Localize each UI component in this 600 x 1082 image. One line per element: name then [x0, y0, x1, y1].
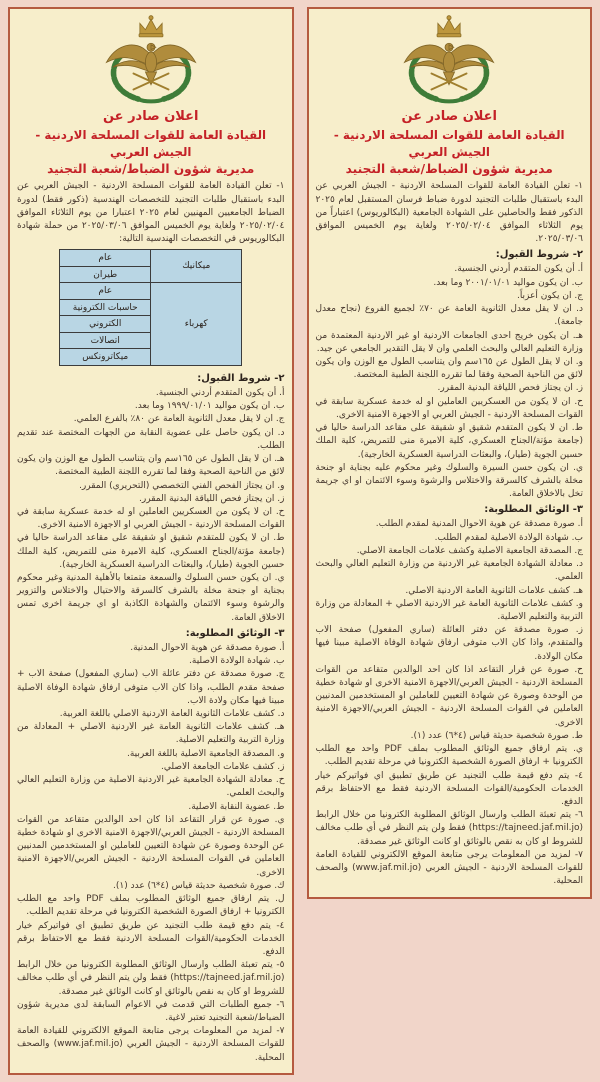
- left-column-header: [17, 13, 285, 178]
- branch-cell: عام: [60, 283, 151, 300]
- announcement-item: ح. صورة عن قرار التقاعد اذا كان احد الوالدين متقاعد من القوات المسلحة الاردنية - الجيش العربي/الاجهزة الامنية الاخرى او شهادة خطية من الوحدة وصورة عن شهادة التعيين للعاملين او المستخدمين المدنيين العاملين في القوات المسلحة الاردنية - الجيش العربي/الاجهزة الامنية الاخرى.: [315, 664, 583, 728]
- announcement-item: ح. ان لا يكون من العسكريين العاملين او له خدمة عسكرية سابقة في القوات المسلحة الاردنية - الجيش العربي او الاجهزة الامنية الاخرى.: [17, 506, 285, 531]
- right-column-header: [316, 13, 584, 178]
- branch-cell: حاسبات الكترونية: [60, 299, 151, 316]
- authority-line: القيادة العامة للقوات المسلحة الاردنية - الجيش العربي: [35, 127, 267, 159]
- announcement-item: هـ. كشف علامات الثانوية العامة غير الاردنية الاصلي + المعادلة من وزارة التربية والتعليم الاصلية.: [17, 722, 285, 746]
- announcement-item: ج. المصدقة الجامعية الاصلية وكشف علامات الجامعة الاصلي.: [356, 545, 583, 556]
- announcement-item: ك. صورة شخصية حديثة قياس (٤*٦) عدد (١).: [113, 880, 285, 891]
- announcement-item: أ. أن يكون المتقدم أردني الجنسية.: [155, 387, 285, 398]
- announcement-item: ح. معادلة الشهادة الجامعية غير الاردنية الاصلية من وزارة التعليم العالي والبحث العلمي.: [17, 775, 285, 799]
- announcement-item: ٥- يتم تعبئة الطلب وارسال الوثائق المطلوبة الكترونيا من خلال الرابط (https://tajneed.jaf.mil.jo) فقط ولن يتم النظر في أي طلب مخالف للشروط او كان به نقص بالوثائق او كانت الوثائق غير مصدقة.: [17, 960, 285, 997]
- announcement-item: و. كشف علامات الثانوية العامة غير الاردنية الاصلي + المعادلة من وزارة التربية والتعليم الاصلية.: [315, 598, 583, 622]
- announcement-item: ١- تعلن القيادة العامة للقوات المسلحة الاردنية - الجيش العربي عن البدء باستقبال طلبات التجنيد للتخصصات الهندسية (ذكور فقط) لدورة الضباط الجامعيين المهنيين لعام ٢٠٢٥ اعتبارا من يوم الثلاثاء الموافق ٢٠٢٥/٠٢/٠٤ ولغاية يوم الخميس الموافق ٢٠٢٥/٠٣/٠٦ من حملة شهادة البكالوريوس في التخصصات الهندسية التالية:: [17, 181, 285, 245]
- announcement-item: ح. ان لا يكون من العسكريين العاملين او له خدمة عسكرية سابقة في القوات المسلحة الاردنية - الجيش العربي او الاجهزة الامنية الاخرى.: [315, 396, 583, 420]
- branch-cell: طيران: [60, 266, 151, 283]
- announcement-item: ٦- يتم تعبئة الطلب وارسال الوثائق المطلوبة الكترونيا من خلال الرابط (https://tajneed.jaf.mil.jo) فقط ولن يتم النظر في أي طلب مخالف للشروط او كان به نقص بالوثائق او كانت الوثائق غير مصدقة.: [315, 810, 583, 847]
- announcement-item: د. ان لا يقل معدل الثانوية العامة عن ٧٠٪ لجميع الفروع (نجاح معدل جامعة).: [315, 304, 583, 328]
- section-heading: ٢- شروط القبول:: [197, 372, 285, 384]
- announcement-item: ط. صورة شخصية حديثة قياس (٤*٦) عدد (١).: [410, 730, 583, 741]
- announcement-item: ١- تعلن القيادة العامة للقوات المسلحة الاردنية - الجيش العربي عن البدء باستقبال طلبات التجنيد لدورة ضباط فرسان المستقبل لعام ٢٠٢٥ الذكور فقط والحاصلين على الشهادة الجامعية (البكالوريوس) اعتباراً من يوم الثلاثاء الموافق ٢٠٢٥/٠٢/٠٤ ولغاية يوم الخميس الموافق ٢٠٢٥/٠٣/٠٦.: [315, 181, 583, 245]
- announcement-item: د. كشف علامات الثانوية العامة الاردنية الاصلي باللغة العربية.: [59, 709, 285, 719]
- jordan-armed-forces-emblem-icon: [95, 13, 207, 107]
- announcement-item: هـ. ان لا يقل الطول عن ١٦٥سم وان يتناسب الطول مع الوزن وان يكون لائق من الناحية الصحية وفقا لما تقرره اللجنة الطبية المختصة.: [17, 454, 285, 478]
- announcement-item: ب. ان يكون مواليد ٢٠٠١/٠١/٠١ وما بعد.: [433, 277, 583, 288]
- authority-line: القيادة العامة للقوات المسلحة الاردنية - الجيش العربي: [333, 127, 565, 159]
- announcement-item: ل. يتم ارفاق جميع الوثائق المطلوب بملف PDF واحد مع الطلب الكترونيا + ارفاق الصورة الشخصية الكترونيا في مرحلة تقديم الطلب.: [17, 894, 285, 918]
- announcement-item: ب. شهادة الولادة الاصلية.: [189, 656, 285, 667]
- announcement-item: و. المصدقة الجامعية الاصلية باللغة العربية.: [127, 748, 285, 759]
- announcement-item: ز. ان يجتاز فحص اللياقة البدنية المقرر.: [437, 383, 583, 394]
- announcement-item: د. معادلة الشهادة الجامعية غير الاردنية من وزارة التعليم العالي والبحث العلمي.: [315, 559, 583, 583]
- announcement-item: ٧- لمزيد من المعلومات يرجى متابعة الموقع الالكتروني للقيادة العامة للقوات المسلحة الاردنية - الجيش العربي (www.jaf.mil.jo) والصحف المحلية.: [17, 1026, 285, 1063]
- announcement-item: ٧- لمزيد من المعلومات يرجى متابعة الموقع الالكتروني للقيادة العامة للقوات المسلحة الاردنية - الجيش العربي (www.jaf.mil.jo) والصحف المحلية.: [315, 849, 583, 887]
- announcement-item: أ. صورة مصدقة عن هوية الاحوال المدنية.: [130, 642, 285, 653]
- announcement-item: ج. ان يكون أعزباً.: [516, 290, 583, 301]
- announcement-item: ي. ان يكون حسن السلوك والسمعة متمتعا بالأهلية المدنية وغير محكوم بجناية او جنحة مخلة بالشرف كالسرقة والاحتيال والاختلاس والتزوير والرشوة وسوء الائتمان والشهادة الكاذبة او اي جريمة اخرى تمس الاخلاق العامة.: [17, 573, 285, 623]
- announcement-item: ز. كشف علامات الجامعة الاصلي.: [161, 761, 285, 772]
- announcement-item: ط. ان لا يكون للمتقدم شقيق او شقيقة على مقاعد الدراسة حاليا في (جامعة مؤتة/الجناح العسكري، كلية الاميرة منى للتمريض، كلية الملك حسين الجوية (طيار)، والبعثات الدراسية العسكرية الخارجية).: [17, 533, 285, 570]
- directorate-line: مديرية شؤون الضباط/شعبة التجنيد: [345, 161, 553, 176]
- announcement-item: ي. صورة عن قرار التقاعد اذا كان احد الوالدين متقاعد من القوات المسلحة الاردنية - الجيش العربي/الاجهزة الامنية الاخرى او شهادة خطية عن الوحدة وصورة عن شهادة التعيين للعاملين او المستخدمين المدنيين العاملين في القوات المسلحة الاردنية - الجيش العربي/الاجهزة الامنية الاخرى.: [17, 814, 285, 878]
- section-heading: ٣- الوثائق المطلوبة:: [185, 627, 285, 639]
- announcement-item: ط. عضوية النقابة الاصلية.: [188, 801, 285, 812]
- announcement-left-column: [8, 7, 294, 1075]
- announcement-right-column: [307, 7, 593, 899]
- specialty-cell: كهرباء: [151, 283, 242, 366]
- announcement-item: و. ان يجتاز الفحص الفني التخصصي (التحريري) المقرر.: [79, 480, 285, 491]
- announcement-item: ب. شهادة الولادة الاصلية لمقدم الطلب.: [434, 532, 583, 543]
- announcement-item: و. ان لا يقل الطول عن ١٦٥سم وان يتناسب الطول مع الوزن وان يكون لائق من الناحية الصحية وفقا لما تقرره اللجنة الطبية المختصة.: [315, 357, 583, 381]
- branch-cell: اتصالات: [60, 332, 151, 349]
- announcement-item: هـ. ان يكون خريج احدى الجامعات الاردنية او غير الاردنية المعتمدة من وزارة التعليم العالي والبحث العلمي وان لا يقل التقدير الجامعي عن جيد.: [315, 330, 583, 354]
- announcement-item: د. ان يكون حاصل على عضوية النقابة من الجهات المختصة عند تقديم الطلب.: [17, 427, 285, 451]
- right-column-content: [316, 180, 584, 888]
- engineering-specialties-table: [59, 249, 242, 366]
- announcement-item: ي. ان يكون حسن السيرة والسلوك وغير محكوم عليه بجناية او جنحة مخلة بالشرف كالسرقة والاختلاس والرشوة وسوء الائتمان او اي جريمة تخل بالاخلاق العامة.: [315, 462, 583, 500]
- announcement-item: ط. ان لا يكون المتقدم شقيق او شقيقة على مقاعد الدراسة حاليا في (جامعة مؤتة/الجناح العسكري، كلية الاميرة منى للتمريض، كلية الملك حسين الجوية (طيار)، والبعثات الدراسية العسكرية الخارجية).: [315, 423, 583, 460]
- announcement-item: ج. صورة مصدقة عن دفتر عائلة الاب (ساري المفعول) صفحة الاب + صفحة مقدم الطلب، واذا كان الاب متوفى ارفاق شهادة الوفاة الاصلية مبينا فيها مكان ولادة الاب.: [17, 669, 285, 706]
- announcement-item: ز. ان يجتاز فحص اللياقة البدنية المقرر.: [139, 493, 285, 504]
- announcement-item: هـ. كشف علامات الثانوية العامة الاردنية الاصلي.: [405, 585, 583, 596]
- branch-cell: عام: [60, 250, 151, 267]
- announcement-item: ٤- يتم دفع قيمة طلب التجنيد عن طريق تطبيق اي فواتيركم خيار الخدمات الحكومية/القوات المسلحة الاردنية فقط مع الاحتفاظ برقم الدفع.: [17, 920, 285, 957]
- announcement-issued-line: اعلان صادر عن: [102, 109, 199, 124]
- section-heading: ٣- الوثائق المطلوبة:: [484, 504, 583, 516]
- announcement-item: ي. يتم ارفاق جميع الوثائق المطلوب بملف PDF واحد مع الطلب الكترونيا + ارفاق الصورة الشخصية الكترونيا في مرحلة تقديم الطلب.: [315, 744, 583, 768]
- left-column-content: [17, 180, 285, 1065]
- branch-cell: الكتروني: [60, 316, 151, 333]
- announcement-item: ج. ان لا يقل معدل الثانوية العامة عن ٨٠٪ بالفرع العلمي.: [73, 414, 285, 425]
- announcement-item: أ. صورة مصدقة عن هوية الاحوال المدنية لمقدم الطلب.: [375, 519, 583, 530]
- announcement-item: ز. صورة مصدقة عن دفتر العائلة (ساري المفعول) صفحة الاب والمتقدم، واذا كان الاب متوفى ارفاق شهادة الوفاة الاصلية مبينا فيها مكان الولادة.: [315, 625, 583, 662]
- specialties-table-wrap: [17, 246, 285, 370]
- announcement-issued-line: اعلان صادر عن: [401, 109, 498, 124]
- announcement-item: ب. ان يكون مواليد ١٩٩٩/٠١/٠١ وما بعد.: [134, 401, 285, 412]
- table-row: [60, 250, 242, 267]
- directorate-line: مديرية شؤون الضباط/شعبة التجنيد: [47, 161, 255, 176]
- table-row: [60, 283, 242, 300]
- jordan-armed-forces-emblem-icon: [393, 13, 505, 107]
- branch-cell: ميكاترونكس: [60, 349, 151, 366]
- announcement-item: أ. أن يكون المتقدم أردني الجنسية.: [454, 264, 583, 275]
- section-heading: ٢- شروط القبول:: [495, 249, 583, 261]
- specialty-cell: ميكانيك: [151, 250, 242, 283]
- announcement-item: ٦- جميع الطلبات التي قدمت في الاعوام السابقة لدى مديرية شؤون الضباط/شعبة التجنيد تعتبر لاغية.: [17, 999, 285, 1024]
- announcement-item: ٤- يتم دفع قيمة طلب التجنيد عن طريق تطبيق اي فواتيركم خيار الخدمات الحكومية/القوات المسلحة الاردنية فقط مع الاحتفاظ برقم الدفع.: [315, 770, 583, 807]
